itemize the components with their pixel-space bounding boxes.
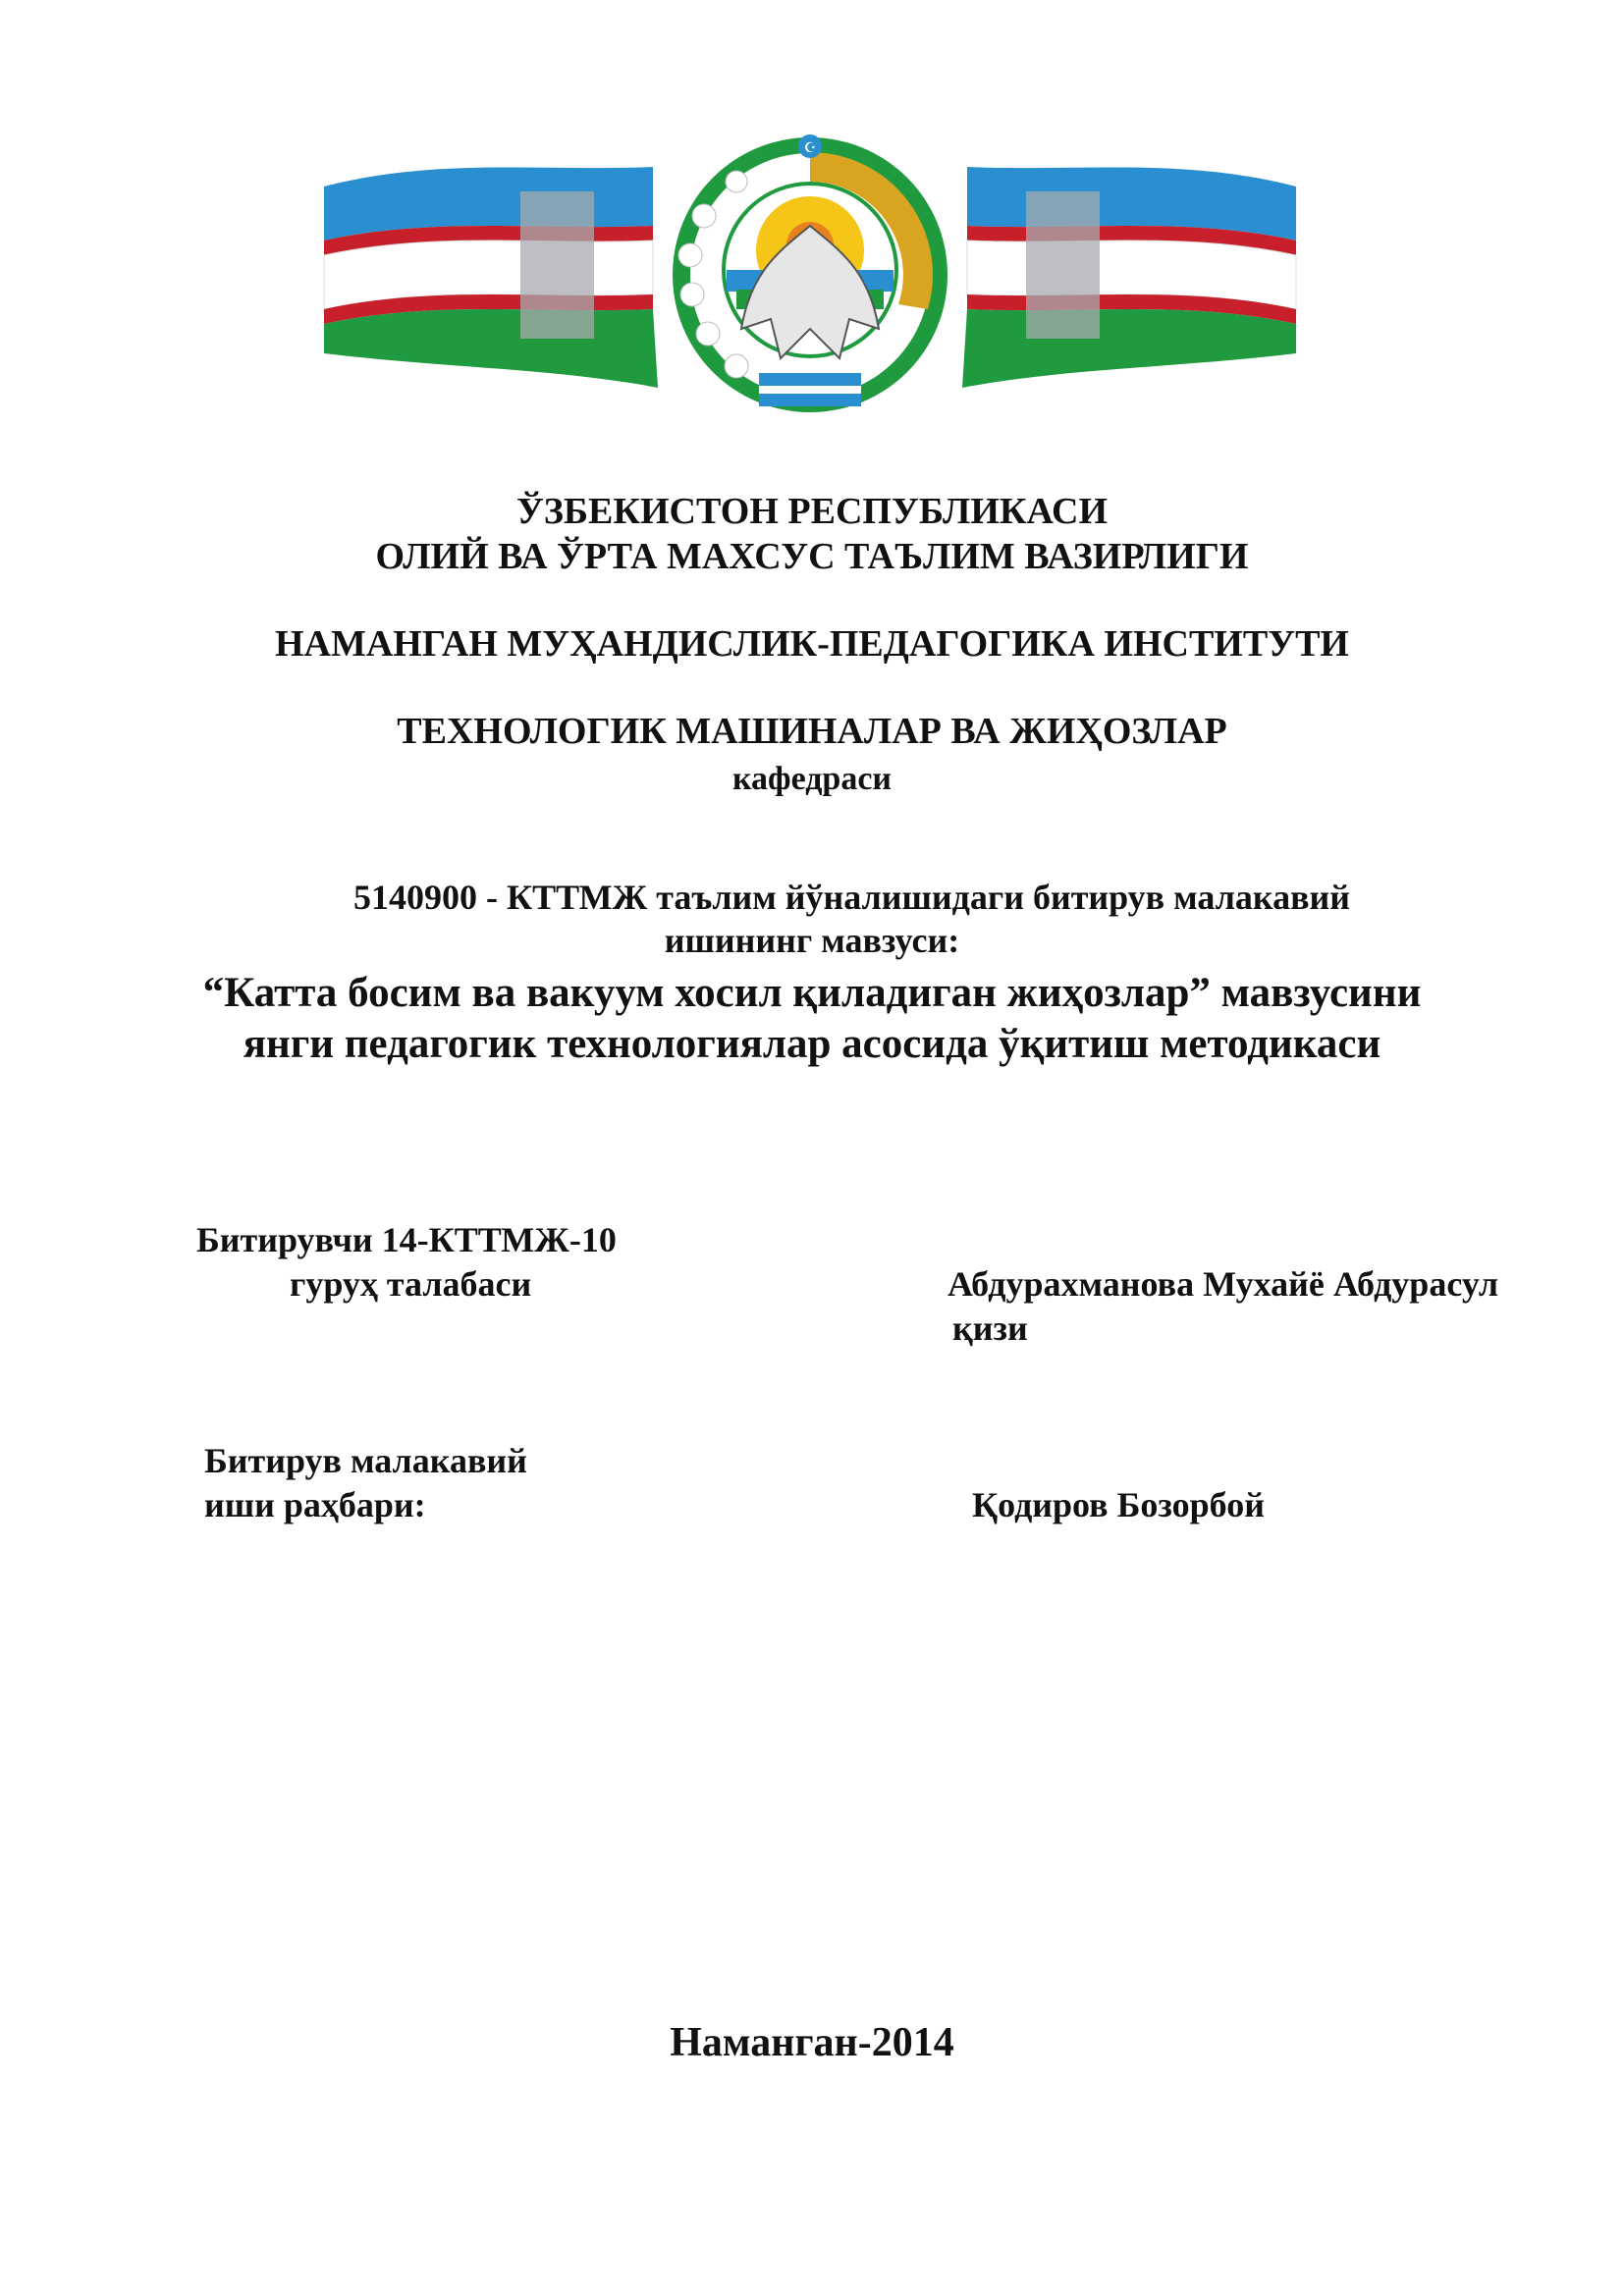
state-emblem-uzbekistan-icon	[319, 133, 1301, 417]
flag-ribbon-left	[324, 167, 658, 388]
flag-ribbon-right	[962, 167, 1296, 388]
svg-text:☪: ☪	[803, 140, 817, 156]
department-suffix: кафедраси	[731, 761, 893, 797]
student-name-line1: Абдурахманова Мухайё Абдурасул	[947, 1264, 1499, 1304]
republic-name: ЎЗБЕКИСТОН РЕСПУБЛИКАСИ	[515, 491, 1109, 532]
supervisor-label-line1: Битирув малакавий	[204, 1441, 527, 1480]
emblem-star	[798, 134, 822, 158]
emblem-sun-medallion	[724, 184, 896, 358]
supervisor-name: Қодиров Бозорбой	[972, 1485, 1265, 1524]
topic-intro-line1: 5140900 - КТТМЖ таълим йўналишидаги битирув малакавий	[353, 878, 1351, 917]
department-name: ТЕХНОЛОГИК МАШИНАЛАР ВА ЖИҲОЗЛАР	[397, 711, 1227, 752]
city-year: Наманган-2014	[670, 2020, 954, 2065]
supervisor-label-line2: иши раҳбари:	[204, 1485, 426, 1524]
topic-title-line1: “Катта босим ва вакуум хосил қиладиган жиҳозлар” мавзусини	[202, 970, 1422, 1016]
student-name-line2: қизи	[952, 1308, 1028, 1348]
ministry-name: ОЛИЙ ВА ЎРТА МАХСУС ТАЪЛИМ ВАЗИРЛИГИ	[375, 536, 1249, 577]
student-label-line2: гуруҳ талабаси	[290, 1264, 532, 1304]
topic-intro-line2: ишининг мавзуси:	[664, 921, 960, 960]
institute-name: НАМАНГАН МУҲАНДИСЛИК-ПЕДАГОГИКА ИНСТИТУТИ	[275, 623, 1349, 665]
topic-title-line2: янги педагогик технологиялар асосида ўқитиш методикаси	[243, 1021, 1381, 1067]
student-label-line1: Битирувчи 14-КТТМЖ-10	[196, 1220, 617, 1259]
